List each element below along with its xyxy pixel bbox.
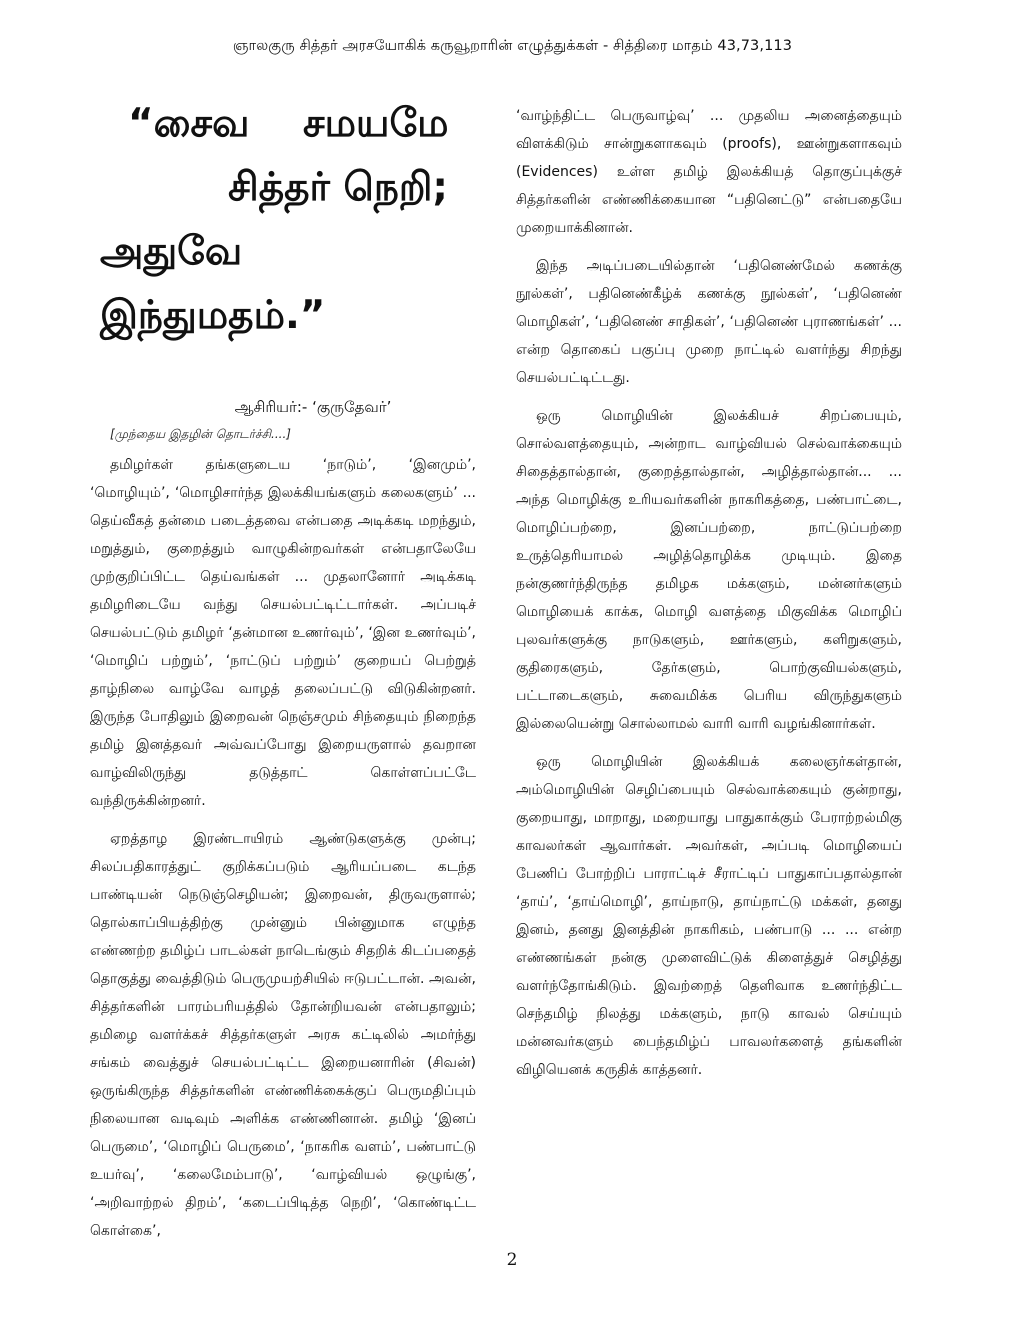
title-line-1: “சைவ சமயமே [128,101,449,146]
running-header: ஞாலகுரு சித்தர் அரசயோகிக் கருவூறாரின் எழுத்துக்கள் - சித்திரை மாதம் 43,73,113 [232,38,793,54]
body-paragraph: ஏறத்தாழ இரண்டாயிரம் ஆண்டுகளுக்கு முன்பு; சிலப்பதிகாரத்துட் குறிக்கப்படும் ஆரியப்படை கடந்த பாண்டியன் நெடுஞ்செழியன்; இறைவன், திருவருளால்; தொல்காப்பியத்திற்கு முன்னும் பின்னுமாக எழுந்த எண்ணற்ற தமிழ்ப் பாடல்கள் நாடெங்கும் சிதறிக் கிடப்பதைத் தொகுத்து வைத்திடும் பெருமுயற்சியில் ஈடுபட்டான். அவன், சித்தர்களின் பாரம்பரியத்தில் தோன்றியவன் என்பதாலும்; தமிழை வளர்க்கச் சித்தர்களுள் அரசு கட்டிலில் அமர்ந்து சங்கம் வைத்துச் செயல்பட்டிட்ட இறையனாரின் (சிவன்) ஒருங்கிருந்த சித்தர்களின் எண்ணிக்கைக்குப் பெருமதிப்பும் நிலையான வடிவும் அளிக்க எண்ணினான். தமிழ் ‘இனப் பெருமை’, ‘மொழிப் பெருமை’, ‘நாகரிக வளம்’, பண்பாட்டு உயர்வு’, ‘கலைமேம்பாடு’, ‘வாழ்வியல் ஒழுங்கு’, ‘அறிவாற்றல் திறம்’, ‘கடைப்பிடித்த நெறி’, ‘கொண்டிட்ட கொள்கை’, [90,831,476,1239]
page-number: 2 [506,1250,518,1270]
article-title [90,92,476,348]
body-paragraph: இந்த அடிப்படையில்தான் ‘பதினெண்மேல் கணக்கு நூல்கள்’, பதினெண்கீழ்க் கணக்கு நூல்கள்’, ‘பதினெண் மொழிகள்’, ‘பதினெண் சாதிகள்’, ‘பதினெண் புராணங்கள்’ ... என்ற தொகைப் பகுப்பு முறை நாட்டில் வளர்ந்து சிறந்து செயல்பட்டிட்டது. [516,258,902,386]
body-paragraph: தமிழர்கள் தங்களுடைய ‘நாடும்’, ‘இனமும்’, ‘மொழியும்’, ‘மொழிசார்ந்த இலக்கியங்களும் கலைகளும்’ ... தெய்வீகத் தன்மை படைத்தவை என்பதை அடிக்கடி மறந்தும், மறுத்தும், குறைத்தும் வாழுகின்றவர்கள் என்பதாலேயே முற்குறிப்பிட்ட தெய்வங்கள் ... முதலானோர் அடிக்கடி தமிழரிடையே வந்து செயல்பட்டிட்டார்கள். அப்படிச் செயல்பட்டும் தமிழர் ‘தன்மான உணர்வும்’, ‘இன உணர்வும்’, ‘மொழிப் பற்றும்’, ‘நாட்டுப் பற்றும்’ குறையப் பெற்றுத் தாழ்நிலை வாழ்வே வாழத் தலைப்பட்டு விடுகின்றனர். இருந்த போதிலும் இறைவன் நெஞ்சமும் சிந்தையும் நிறைந்த தமிழ் இனத்தவர் அவ்வப்போது இறையருளால் தவறான வாழ்விலிருந்து தடுத்தாட் கொள்ளப்பட்டே வந்திருக்கின்றனர். [90,457,476,809]
title-line-2: சித்தர் நெறி; [228,165,448,210]
right-column [516,102,902,1084]
body-paragraph: ஒரு மொழியின் இலக்கியக் கலைஞர்கள்தான், அம்மொழியின் செழிப்பையும் செல்வாக்கையும் குன்றாது, குறையாது, மாறாது, மறையாது பாதுகாக்கும் பேராற்றல்மிகு காவலர்கள் ஆவார்கள். அவர்கள், அப்படி மொழியைப் பேணிப் போற்றிப் பாராட்டிச் சீராட்டிப் பாதுகாப்பதால்தான் ‘தாய்’, ‘தாய்மொழி’, தாய்நாடு, தாய்நாட்டு மக்கள், தனது இனம், தனது இனத்தின் நாகரிகம், பண்பாடு ... ... என்ற எண்ணங்கள் நன்கு முளைவிட்டுக் கிளைத்துச் செழித்து வளர்ந்தோங்கிடும். இவற்றைத் தெளிவாக உணர்ந்திட்ட செந்தமிழ் நிலத்து மக்களும், நாடு காவல் செய்யும் மன்னவர்களும் பைந்தமிழ்ப் பாவலர்களைத் தங்களின் விழியெனக் கருதிக் காத்தனர். [516,754,902,1078]
left-column [90,92,476,1245]
continuation-note: [முந்தைய இதழின் தொடர்ச்சி....] [110,427,291,441]
author-byline: ஆசிரியர்:- ‘குருதேவர்’ [234,398,392,416]
title-line-3: அதுவே இந்துமதம்.” [100,229,326,338]
body-paragraph: ‘வாழ்ந்திட்ட பெருவாழ்வு’ ... முதலிய அனைத்தையும் விளக்கிடும் சான்றுகளாகவும் (proofs), ஊன்றுகளாகவும் (Evidences) உள்ள தமிழ் இலக்கியத் தொகுப்புக்குச் சித்தர்களின் எண்ணிக்கையான “பதினெட்டு” என்பதையே முறையாக்கினான். [516,108,902,236]
body-paragraph: ஒரு மொழியின் இலக்கியச் சிறப்பையும், சொல்வளத்தையும், அன்றாட வாழ்வியல் செல்வாக்கையும் சிதைத்தால்தான், குறைத்தால்தான், அழித்தால்தான்... ... அந்த மொழிக்கு உரியவர்களின் நாகரிகத்தை, பண்பாட்டை, மொழிப்பற்றை, இனப்பற்றை, நாட்டுப்பற்றை உருத்தெரியாமல் அழித்தொழிக்க முடியும். இதை நன்குணர்ந்திருந்த தமிழக மக்களும், மன்னர்களும் மொழியைக் காக்க, மொழி வளத்தை மிகுவிக்க மொழிப் புலவர்களுக்கு நாடுகளும், ஊர்களும், களிறுகளும், குதிரைகளும், தேர்களும், பொற்குவியல்களும், பட்டாடைகளும், சுவைமிக்க பெரிய விருந்துகளும் இல்லையென்று சொல்லாமல் வாரி வாரி வழங்கினார்கள். [516,408,902,732]
